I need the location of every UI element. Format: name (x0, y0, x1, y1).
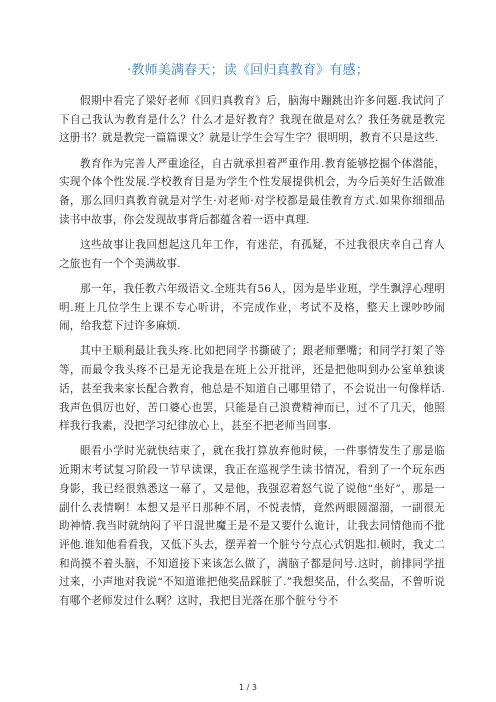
paragraph: 其中王顺利最让我头疼.比如把同学书撕破了；跟老师犟嘴；和同学打架了等等，而最令我头疼不已是无论我是在班上公开批评，还是把他叫到办公室单独谈话，甚至我来家长配合教育，他总是不知道自己哪里错了，不会说出一句像样话.我声色俱厉也好，苦口婆心也罢，只能是自己浪费精神而已，过不了几天，他照样我行我素，没把学习纪律放心上，甚至不把老师当回事. (59, 345, 445, 433)
document-body (59, 92, 445, 617)
page-indicator: 1 / 3 (239, 683, 257, 692)
paragraph: 假期中看完了梁好老师《回归真教育》后，脑海中蹦跳出许多问题.我试问了下自己我认为教育是什么？什么才是好教育？我现在做是对么？我任务就是教完这册书？就是教完一篇篇课文？就是让学生会写生字？很明明，教育不只是这些. (59, 95, 445, 145)
paragraph: 眼看小学时光就快结束了，就在我打算放弃他时候，一件事情发生了那是临近期末考试复习阶段一节早读课，我正在巡视学生读书情况，看到了一个玩东西身影，我已经很熟悉这一幕了，又是他，我强忍着怒气说了说他“坐好”，那是一副什么表情啊！本想又是平日那种不屑，不悦表情，竟然两眼圆溜溜，一副很无助神情.我当时就纳闷了平日混世魔王是不是又要什么诡计，让我去同情他而不批评他.谁知他看看我，又低下头去，摆弄着一个脏兮兮点心式钥匙扣.顿时，我丈二和尚摸不着头脑，不知道接下来该怎么做了，满脑子都是问号.这时，前排同学扭过来，小声地对我说“不知道谁把他奖品踩脏了.”我想奖品，什么奖品，不曾听说有哪个老师发过什么啊？这时，我把目光落在那个脏兮兮不 (59, 445, 445, 608)
paragraph: 那一年，我任教六年级语文.全班共有56人，因为是毕业班，学生飘浮心理明明.班上几位学生上课不专心听讲，不完成作业，考试不及格，整天上课吵吵闹闹，给我惹下过许多麻烦. (59, 282, 445, 333)
document-title: ·教师美满春天；读《回归真教育》有感； (127, 63, 369, 78)
paragraph: 教育作为完善人严重途径，自古就承担着严重作用.教育能够挖掘个体潜能，实现个体个性发展.学校教育目是为学生个性发展提供机会，为今后美好生活做准备，那么回归真教育就是对学生·对老师·对学校都是最佳教育方式.如果你细细品读书中故事，你会发现故事背后都蕴含着一语中真理. (59, 157, 445, 226)
paragraph: 这些故事让我回想起这几年工作，有迷茫，有孤疑，不过我很庆幸自己育人之旅也有一个个美满故事. (59, 238, 445, 270)
